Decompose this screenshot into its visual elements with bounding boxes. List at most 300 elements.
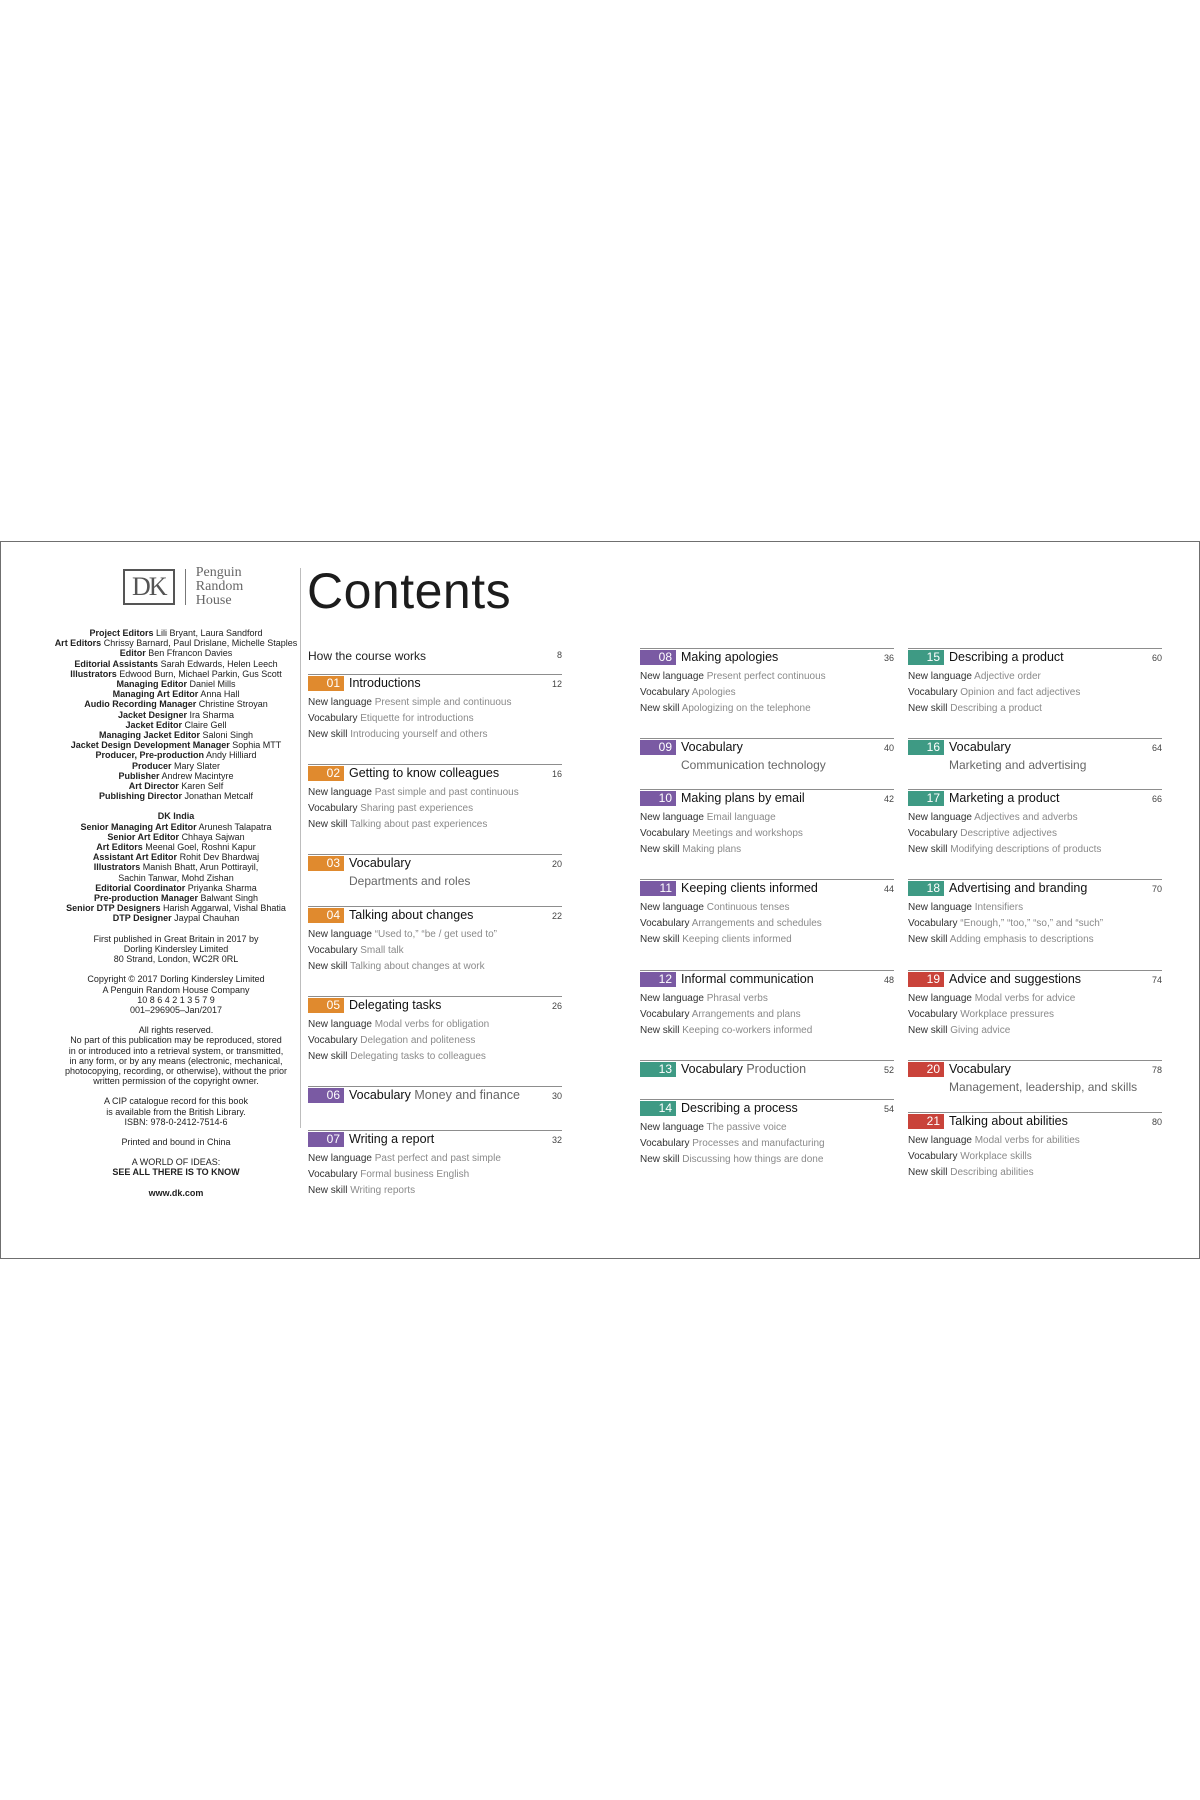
unit-header <box>640 970 894 989</box>
detail-label: New skill <box>640 844 680 855</box>
credit-names: Andrew Macintyre <box>161 770 234 781</box>
credit-names: Sarah Edwards, Helen Leech <box>160 658 278 669</box>
unit-header <box>908 970 1162 989</box>
toc-unit-11[interactable] <box>640 879 894 948</box>
unit-title <box>681 740 743 754</box>
detail-label: New language <box>908 671 972 682</box>
unit-detail-line <box>640 685 894 701</box>
unit-details <box>640 1120 894 1168</box>
credit-role: Illustrators <box>70 668 117 679</box>
credit-line <box>36 648 316 658</box>
ideas-tagline: SEE ALL THERE IS TO KNOW <box>112 1167 240 1178</box>
unit-title <box>949 650 1064 664</box>
unit-title <box>349 1088 520 1102</box>
credit-line <box>36 669 316 679</box>
toc-unit-13[interactable] <box>640 1060 894 1079</box>
credit-line <box>36 903 316 913</box>
credit-names: Anna Hall <box>200 689 240 700</box>
credit-names: Lili Bryant, Laura Sandford <box>155 628 263 638</box>
unit-title-text: Vocabulary <box>681 740 743 754</box>
detail-label: New skill <box>308 1051 348 1062</box>
page-number: 78 <box>1151 1065 1162 1075</box>
detail-label: New language <box>640 993 704 1004</box>
page-number: 80 <box>1151 1117 1162 1127</box>
unit-subtitle: Money and finance <box>414 1088 520 1102</box>
unit-number-badge: 06 <box>308 1088 344 1103</box>
unit-detail-line <box>908 826 1162 842</box>
unit-detail-line <box>640 900 894 916</box>
unit-subtitle: Departments and roles <box>349 874 471 888</box>
unit-details <box>908 669 1162 717</box>
detail-value: Etiquette for introductions <box>360 713 474 724</box>
detail-label: Vocabulary <box>308 1169 358 1180</box>
detail-label: New language <box>908 1135 972 1146</box>
detail-label: New language <box>308 787 372 798</box>
credit-names: Meenal Goel, Roshni Kapur <box>145 842 256 853</box>
credit-role: Editorial Assistants <box>74 658 159 669</box>
page-number: 74 <box>1151 975 1162 985</box>
page-title: Contents <box>307 563 512 619</box>
unit-title-text: Vocabulary <box>349 856 411 870</box>
detail-value: Delegating tasks to colleagues <box>350 1051 486 1062</box>
detail-value: Arrangements and plans <box>691 1009 801 1020</box>
credit-line <box>36 628 316 638</box>
unit-details <box>640 900 894 948</box>
page-number: 52 <box>883 1065 894 1075</box>
credit-line <box>36 862 316 872</box>
detail-value: Past perfect and past simple <box>374 1153 501 1164</box>
unit-details <box>908 810 1162 858</box>
printed-in: Printed and bound in China <box>121 1136 231 1147</box>
toc-unit-07[interactable] <box>308 1130 562 1199</box>
credit-line <box>36 791 316 801</box>
page-number: 42 <box>883 794 894 804</box>
logo-separator <box>185 569 186 605</box>
unit-number-badge: 05 <box>308 998 344 1013</box>
unit-details <box>308 1151 562 1199</box>
credit-role: Managing Art Editor <box>112 689 199 700</box>
unit-title-text: Vocabulary <box>949 740 1011 754</box>
detail-label: New language <box>640 812 704 823</box>
credit-line <box>36 659 316 669</box>
detail-value: Modal verbs for abilities <box>974 1135 1080 1146</box>
unit-detail-line <box>308 1017 562 1033</box>
detail-label: New language <box>308 1019 372 1030</box>
detail-label: Vocabulary <box>640 918 690 929</box>
unit-header <box>640 738 894 757</box>
page-number: 30 <box>551 1091 562 1101</box>
credit-names: Chrissy Barnard, Paul Drislane, Michelle Staples <box>103 638 298 649</box>
credit-role: Jacket Editor <box>125 719 182 730</box>
website-link[interactable]: www.dk.com <box>148 1187 204 1198</box>
credit-names: Edwood Burn, Michael Parkin, Gus Scott <box>119 668 282 679</box>
credit-role: Editorial Coordinator <box>95 882 186 893</box>
unit-details <box>308 785 562 833</box>
unit-subtitle: Communication technology <box>681 758 826 772</box>
unit-detail-line <box>908 1023 1162 1039</box>
detail-label: New skill <box>908 1167 948 1178</box>
unit-header <box>640 789 894 808</box>
detail-value: Workplace pressures <box>960 1009 1055 1020</box>
detail-value: Small talk <box>360 945 404 956</box>
detail-value: Email language <box>706 812 776 823</box>
unit-title-text: Advertising and branding <box>949 881 1088 895</box>
toc-unit-21[interactable] <box>908 1112 1162 1181</box>
unit-detail-line <box>308 711 562 727</box>
unit-title-text: Informal communication <box>681 972 814 986</box>
unit-title-text: Advice and suggestions <box>949 972 1082 986</box>
page-number: 60 <box>1151 653 1162 663</box>
detail-label: New skill <box>640 1025 680 1036</box>
detail-value: Phrasal verbs <box>706 993 768 1004</box>
credit-names: Karen Self <box>181 781 224 792</box>
unit-detail-line <box>640 1152 894 1168</box>
credit-names: Chhaya Sajwan <box>181 831 245 842</box>
unit-header <box>640 1060 894 1079</box>
detail-value: Opinion and fact adjectives <box>960 687 1081 698</box>
unit-title <box>949 791 1059 805</box>
detail-label: Vocabulary <box>308 713 358 724</box>
credit-role: Senior Managing Art Editor <box>80 821 197 832</box>
unit-details <box>640 810 894 858</box>
credit-line <box>36 822 316 832</box>
credit-role: Jacket Design Development Manager <box>70 740 230 751</box>
unit-title <box>681 650 778 664</box>
unit-title <box>349 676 421 690</box>
unit-header <box>908 1060 1162 1079</box>
detail-label: New language <box>908 812 972 823</box>
toc-unit-01[interactable] <box>308 674 562 743</box>
unit-header <box>908 648 1162 667</box>
detail-value: Giving advice <box>950 1025 1011 1036</box>
page-number: 22 <box>551 911 562 921</box>
detail-value: Introducing yourself and others <box>350 729 488 740</box>
unit-number-badge: 01 <box>308 676 344 691</box>
unit-title-text: Talking about abilities <box>949 1114 1068 1128</box>
unit-detail-line <box>640 1007 894 1023</box>
credit-line <box>36 750 316 760</box>
detail-value: Writing reports <box>350 1185 416 1196</box>
toc-unit-05[interactable] <box>308 996 562 1065</box>
detail-label: Vocabulary <box>640 1009 690 1020</box>
credit-line <box>36 832 316 842</box>
detail-label: New language <box>308 929 372 940</box>
credit-line <box>36 689 316 699</box>
credit-line <box>36 710 316 720</box>
toc-unit-02[interactable] <box>308 764 562 833</box>
detail-label: Vocabulary <box>308 803 358 814</box>
unit-title <box>949 1062 1011 1076</box>
detail-label: New skill <box>640 1154 680 1165</box>
prh-line: Random <box>195 579 244 594</box>
toc-unit-19[interactable] <box>908 970 1162 1039</box>
unit-detail-line <box>640 932 894 948</box>
toc-unit-03[interactable] <box>308 854 562 888</box>
unit-number-badge: 02 <box>308 766 344 781</box>
detail-value: Talking about changes at work <box>350 961 485 972</box>
detail-value: Modal verbs for obligation <box>374 1019 490 1030</box>
unit-detail-line <box>308 727 562 743</box>
detail-value: Present perfect continuous <box>706 671 826 682</box>
credit-names: Claire Gell <box>184 719 227 730</box>
detail-value: Making plans <box>682 844 742 855</box>
unit-title <box>949 881 1087 895</box>
unit-subtitle: Production <box>746 1062 807 1076</box>
toc-unit-15[interactable] <box>908 648 1162 717</box>
detail-label: Vocabulary <box>308 945 358 956</box>
detail-label: Vocabulary <box>908 1009 958 1020</box>
unit-header <box>308 996 562 1015</box>
credit-names: Jaypal Chauhan <box>174 913 240 924</box>
detail-label: Vocabulary <box>640 1138 690 1149</box>
credit-role: Managing Jacket Editor <box>98 730 200 741</box>
unit-title-text: Keeping clients informed <box>681 881 818 895</box>
detail-label: New skill <box>308 729 348 740</box>
credit-role: Senior DTP Designers <box>66 903 161 914</box>
unit-title <box>349 908 473 922</box>
credits-india <box>36 822 316 924</box>
unit-number-badge: 11 <box>640 881 676 896</box>
credit-role: Producer, Pre-production <box>95 750 204 761</box>
credit-role: Art Director <box>128 781 179 792</box>
page-number: 26 <box>551 1001 562 1011</box>
page-number: 40 <box>883 743 894 753</box>
credit-role: Jacket Designer <box>117 709 187 720</box>
unit-header <box>908 1112 1162 1131</box>
detail-value: Talking about past experiences <box>350 819 488 830</box>
credit-names: Christine Stroyan <box>198 699 268 710</box>
detail-value: Adjectives and adverbs <box>974 812 1078 823</box>
detail-value: Adjective order <box>974 671 1041 682</box>
unit-detail-line <box>908 701 1162 717</box>
detail-label: Vocabulary <box>908 828 958 839</box>
toc-unit-16[interactable] <box>908 738 1162 772</box>
unit-detail-line <box>308 927 562 943</box>
unit-title-text: Introductions <box>349 676 421 690</box>
detail-value: Formal business English <box>360 1169 470 1180</box>
page-number: 16 <box>551 769 562 779</box>
credit-role: Publishing Director <box>98 791 182 802</box>
unit-number-badge: 03 <box>308 856 344 871</box>
toc-unit-09[interactable] <box>640 738 894 772</box>
toc-unit-18[interactable] <box>908 879 1162 948</box>
detail-value: Apologizing on the telephone <box>681 703 811 714</box>
unit-detail-line <box>308 801 562 817</box>
detail-value: Describing a product <box>950 703 1042 714</box>
detail-label: Vocabulary <box>908 1151 958 1162</box>
unit-header <box>908 879 1162 898</box>
unit-header <box>308 854 562 873</box>
toc-unit-20[interactable] <box>908 1060 1162 1094</box>
unit-detail-line <box>908 685 1162 701</box>
page-number: 48 <box>883 975 894 985</box>
unit-header <box>308 906 562 925</box>
credit-names: Jonathan Metcalf <box>184 791 254 802</box>
unit-header <box>308 1130 562 1149</box>
credits-india-title: DK India <box>157 811 195 822</box>
unit-title <box>349 998 441 1012</box>
detail-label: New skill <box>640 934 680 945</box>
unit-number-badge: 20 <box>908 1062 944 1077</box>
unit-number-badge: 18 <box>908 881 944 896</box>
credit-role: Assistant Art Editor <box>92 852 178 863</box>
page-number: 70 <box>1151 884 1162 894</box>
detail-value: Present simple and continuous <box>374 697 512 708</box>
toc-unit-08[interactable] <box>640 648 894 717</box>
detail-label: New language <box>640 671 704 682</box>
credit-names: Harish Aggarwal, Vishal Bhatia <box>162 903 286 914</box>
unit-detail-line <box>308 695 562 711</box>
detail-label: New skill <box>908 934 948 945</box>
unit-detail-line <box>640 916 894 932</box>
unit-detail-line <box>308 1183 562 1199</box>
detail-value: Intensifiers <box>974 902 1024 913</box>
unit-title-text: Writing a report <box>349 1132 435 1146</box>
unit-detail-line <box>640 826 894 842</box>
credit-role: DTP Designer <box>112 913 172 924</box>
unit-number-badge: 08 <box>640 650 676 665</box>
prh-line: Penguin <box>195 565 242 580</box>
unit-details <box>640 991 894 1039</box>
credit-line <box>36 699 316 709</box>
toc-unit-06[interactable] <box>308 1086 562 1105</box>
credit-line <box>36 781 316 791</box>
credit-role: Producer <box>131 760 172 771</box>
unit-header <box>640 879 894 898</box>
ideas-line: A WORLD OF IDEAS: <box>131 1157 221 1168</box>
unit-title-text: Making apologies <box>681 650 779 664</box>
unit-header <box>908 738 1162 757</box>
unit-details <box>308 927 562 975</box>
credits-uk <box>36 628 316 801</box>
detail-label: New skill <box>308 819 348 830</box>
detail-label: New language <box>908 993 972 1004</box>
unit-number-badge: 07 <box>308 1132 344 1147</box>
credit-names: Ira Sharma <box>189 709 235 720</box>
unit-title <box>681 972 814 986</box>
unit-detail-line <box>640 1120 894 1136</box>
unit-details <box>308 695 562 743</box>
penguin-random-house-logo <box>196 566 243 608</box>
detail-value: Workplace skills <box>960 1151 1032 1162</box>
unit-detail-line <box>908 1149 1162 1165</box>
page-number: 12 <box>551 679 562 689</box>
unit-title <box>349 766 499 780</box>
page-number: 32 <box>551 1135 562 1145</box>
toc-unit-12[interactable] <box>640 970 894 1039</box>
credit-names: Arunesh Talapatra <box>198 821 272 832</box>
detail-value: Past simple and past continuous <box>374 787 519 798</box>
credit-names: Mary Slater <box>174 760 221 771</box>
unit-subtitle: Management, leadership, and skills <box>949 1080 1138 1094</box>
copyright: Copyright © 2017 Dorling Kindersley Limited A Penguin Random House Company 10 8 6 4 2 1 3 5 7 9 001–296905–Jan/2017 <box>87 974 265 1015</box>
unit-details <box>308 1017 562 1065</box>
unit-detail-line <box>908 1165 1162 1181</box>
detail-value: Adding emphasis to descriptions <box>949 934 1094 945</box>
detail-value: Keeping co-workers informed <box>682 1025 813 1036</box>
unit-number-badge: 04 <box>308 908 344 923</box>
unit-detail-line <box>908 991 1162 1007</box>
credit-line <box>36 913 316 923</box>
unit-detail-line <box>308 943 562 959</box>
unit-detail-line <box>308 785 562 801</box>
detail-label: New language <box>640 902 704 913</box>
unit-detail-line <box>908 842 1162 858</box>
detail-label: New skill <box>908 844 948 855</box>
book-spread <box>0 541 1200 1259</box>
unit-details <box>908 991 1162 1039</box>
unit-detail-line <box>908 916 1162 932</box>
unit-title-text: Vocabulary <box>681 1062 743 1076</box>
unit-number-badge: 21 <box>908 1114 944 1129</box>
unit-detail-line <box>308 817 562 833</box>
credit-line <box>36 852 316 862</box>
unit-title-text: Vocabulary <box>349 1088 411 1102</box>
page-number: 8 <box>556 650 562 660</box>
toc-entry-how-the-course-works[interactable] <box>308 649 562 663</box>
unit-header <box>308 764 562 783</box>
detail-label: New skill <box>640 703 680 714</box>
credit-line <box>36 720 316 730</box>
credit-names: Andy Hilliard <box>206 750 257 761</box>
unit-title <box>349 856 411 870</box>
toc-unit-04[interactable] <box>308 906 562 975</box>
dk-logo: DK <box>123 569 175 605</box>
detail-value: Arrangements and schedules <box>691 918 822 929</box>
unit-details <box>908 900 1162 948</box>
unit-detail-line <box>908 810 1162 826</box>
credit-names: Balwant Singh <box>200 893 259 904</box>
unit-number-badge: 15 <box>908 650 944 665</box>
detail-label: New language <box>308 697 372 708</box>
detail-value: Modifying descriptions of products <box>950 844 1102 855</box>
page-number: 36 <box>883 653 894 663</box>
unit-detail-line <box>640 669 894 685</box>
toc-unit-10[interactable] <box>640 789 894 858</box>
rights-notice: All rights reserved. No part of this publication may be reproduced, stored in or introduced into a retrieval system, or transmitted, in any form, or by any means (electronic, mechanical, photocopying, recording, or otherwise), without the prior written permission of the copyright owner. <box>64 1025 288 1087</box>
detail-value: Sharing past experiences <box>360 803 474 814</box>
credit-line <box>36 883 316 893</box>
page-number: 54 <box>883 1104 894 1114</box>
detail-label: New language <box>908 902 972 913</box>
unit-detail-line <box>640 701 894 717</box>
prh-line: House <box>195 593 232 608</box>
unit-header <box>908 789 1162 808</box>
credit-names: Manish Bhatt, Arun Pottirayil, <box>142 862 259 873</box>
toc-unit-14[interactable] <box>640 1099 894 1168</box>
unit-detail-line <box>908 1133 1162 1149</box>
unit-number-badge: 13 <box>640 1062 676 1077</box>
detail-value: Discussing how things are done <box>682 1154 824 1165</box>
detail-label: New skill <box>308 1185 348 1196</box>
unit-details <box>640 669 894 717</box>
detail-label: New skill <box>908 703 948 714</box>
unit-detail-line <box>908 669 1162 685</box>
unit-title-text: Making plans by email <box>681 791 805 805</box>
unit-detail-line <box>908 900 1162 916</box>
unit-title-text: Delegating tasks <box>349 998 442 1012</box>
detail-value: Continuous tenses <box>706 902 790 913</box>
credit-role: Editor <box>119 648 146 659</box>
detail-value: The passive voice <box>706 1122 787 1133</box>
credit-names: Ben Ffrancon Davies <box>148 648 233 659</box>
credit-names: Priyanka Sharma <box>187 882 257 893</box>
unit-number-badge: 17 <box>908 791 944 806</box>
unit-number-badge: 14 <box>640 1101 676 1116</box>
unit-title-text: Talking about changes <box>349 908 474 922</box>
howto-label: How the course works <box>308 649 427 663</box>
toc-unit-17[interactable] <box>908 789 1162 858</box>
